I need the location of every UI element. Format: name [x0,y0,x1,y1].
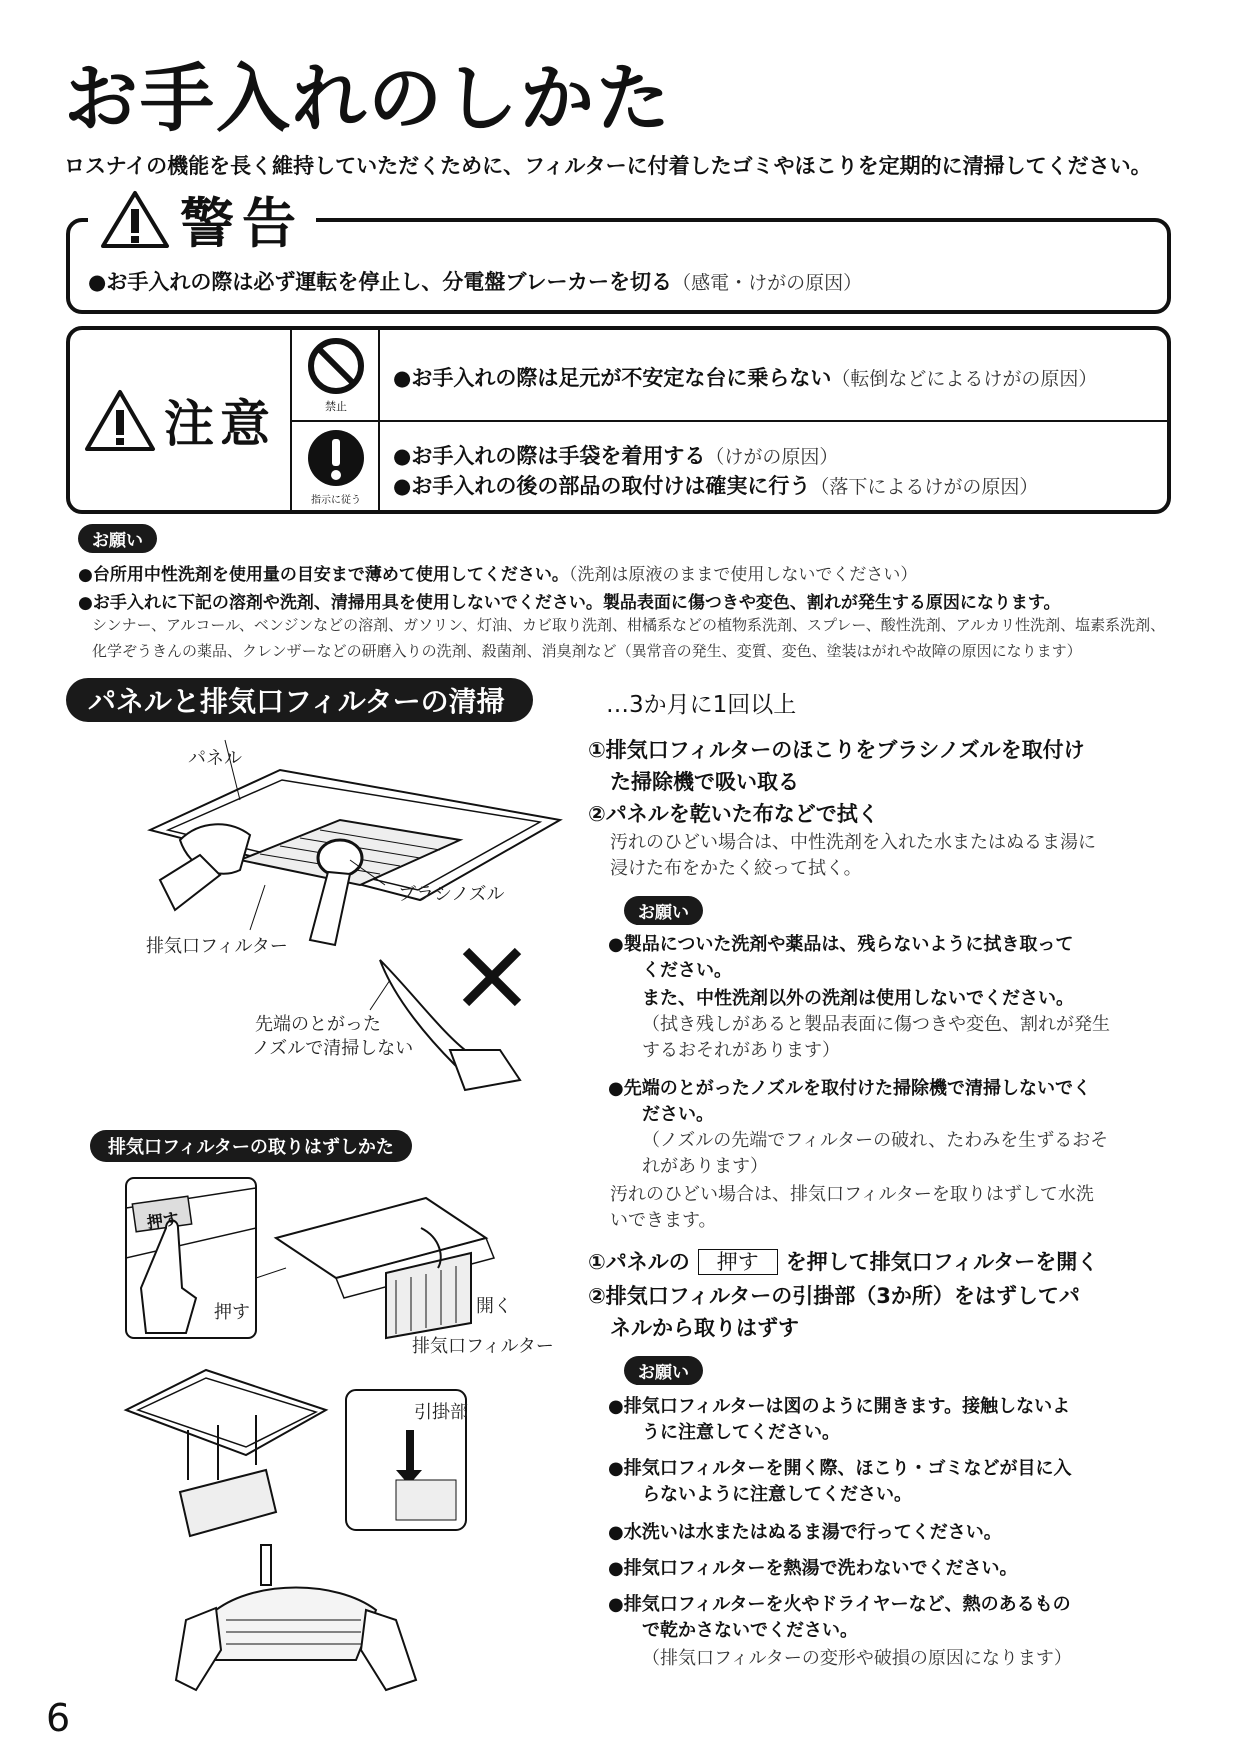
request-line-3: シンナー、アルコール、ベンジンなどの溶剤、ガソリン、灯油、カビ取り洗剤、柑橘系などの植物系洗剤、スプレー、酸性洗剤、アルカリ性洗剤、塩素系洗剤、 [92,616,1166,634]
req2-bullet3: ●水洗いは水またはぬるま湯で行ってください。 [608,1522,1002,1543]
req2-bullet2-line2: らないように注意してください。 [642,1484,912,1505]
request-badge-1: お願い [624,896,703,925]
warning-triangle-icon [100,189,170,249]
caution-label: 注意 [164,395,276,453]
label-panel: パネル [188,748,242,769]
push-sticker: 押す [145,1208,181,1233]
req2-bullet1-line2: うに注意してください。 [642,1422,840,1443]
request-badge-top: お願い [78,524,157,553]
label-exhaust-filter: 排気口フィルター [146,936,288,957]
step2: ②パネルを乾いた布などで拭く [588,802,879,826]
caution-divider [292,420,1167,422]
label-exhaust-filter-2: 排気口フィルター [412,1336,554,1357]
wash-line2: いできます。 [610,1210,717,1231]
removal-step1: ①パネルの 押す を押して排気口フィルターを開く [588,1250,1099,1274]
label-pointed-nozzle-2: ノズルで清掃しない [252,1038,414,1059]
intro-text: ロスナイの機能を長く維持していただくために、フィルターに付着したゴミやほこりを定期的に清掃してください。 [64,154,1152,178]
section-frequency: …3か月に1回以上 [606,692,797,718]
req1-bullet1-line3: また、中性洗剤以外の洗剤は使用しないでください。 [642,988,1074,1009]
warning-item: ●お手入れの際は必ず運転を停止し、分電盤ブレーカーを切る（感電・けがの原因） [88,270,863,294]
label-pointed-nozzle-1: 先端のとがった [255,1014,381,1035]
request-badge-2: お願い [624,1356,703,1385]
req1-bullet2-line1: ●先端のとがったノズルを取付けた掃除機で清掃しないでく [608,1078,1091,1099]
prohibit-caption: 禁止 [325,400,347,413]
removal-heading: 排気口フィルターの取りはずしかた [90,1130,412,1162]
wash-line1: 汚れのひどい場合は、排気口フィルターを取りはずして水洗 [610,1184,1094,1205]
section-title: パネルと排気口フィルターの清掃 [66,678,533,722]
page-number: 6 [46,1696,71,1740]
request-line-4: 化学ぞうきんの薬品、クレンザーなどの研磨入りの洗剤、殺菌剤、消臭剤など（異常音の発生、変質、変色、塗装はがれや故障の原因になります） [92,642,1082,660]
instruction-icon [306,428,366,488]
label-open: 開く [476,1296,512,1317]
req1-bullet2-line2: ださい。 [642,1104,714,1125]
req1-bullet1-line5: するおそれがあります） [642,1040,840,1061]
step2-sub2: 浸けた布をかたく絞って拭く。 [610,858,862,879]
req1-bullet2-line3: （ノズルの先端でフィルターの破れ、たわみを生ずるおそ [642,1130,1109,1151]
prohibit-icon [306,336,366,396]
caution-item-3: ●お手入れの後の部品の取付けは確実に行う（落下によるけがの原因） [393,474,1039,498]
req2-bullet5-line3: （排気口フィルターの変形や破損の原因になります） [642,1648,1072,1669]
caution-triangle-icon [84,388,156,452]
step2-sub1: 汚れのひどい場合は、中性洗剤を入れた水またはぬるま湯に [610,832,1096,853]
req2-bullet5-line1: ●排気口フィルターを火やドライヤーなど、熱のあるもの [608,1594,1071,1615]
req2-bullet1-line1: ●排気口フィルターは図のように開きます。接触しないよ [608,1396,1071,1417]
request-line-1: ●台所用中性洗剤を使用量の目安まで薄めて使用してください。（洗剤は原液のままで使用しないでください） [78,565,918,585]
request-line-2: ●お手入れに下記の溶剤や洗剤、清掃用具を使用しないでください。製品表面に傷つきや変色、割れが発生する原因になります。 [78,593,1061,613]
req2-bullet4: ●排気口フィルターを熱湯で洗わないでください。 [608,1558,1018,1579]
push-key-label: 押す [698,1249,778,1275]
req2-bullet2-line1: ●排気口フィルターを開く際、ほこり・ゴミなどが目に入 [608,1458,1072,1479]
req1-bullet1-line1: ●製品についた洗剤や薬品は、残らないように拭き取って [608,934,1074,955]
instruction-caption: 指示に従う [311,495,361,506]
removal-step2-line1: ②排気口フィルターの引掛部（3か所）をはずしてパ [588,1284,1080,1308]
caution-header [70,330,292,510]
label-brush-nozzle: ブラシノズル [398,884,505,905]
page-title: お手入れのしかた [64,56,672,142]
label-hook: 引掛部 [414,1402,468,1423]
req1-bullet2-line4: れがあります） [642,1156,768,1177]
push-open-illustration [126,1168,566,1348]
removal-step2-line2: ネルから取りはずす [610,1316,799,1340]
label-push: 押す [214,1302,250,1323]
req1-bullet1-line4: （拭き残しがあると製品表面に傷つきや変色、割れが発生 [642,1014,1110,1035]
warning-label: 警告 [180,191,304,255]
step1-line2: た掃除機で吸い取る [610,770,799,794]
caution-item-1: ●お手入れの際は足元が不安定な台に乗らない（転倒などによるけがの原因） [393,366,1098,390]
req2-bullet5-line2: で乾かさないでください。 [642,1620,858,1641]
caution-item-2: ●お手入れの際は手袋を着用する（けがの原因） [393,444,839,468]
step1-line1: ①排気口フィルターのほこりをブラシノズルを取付け [588,738,1085,762]
hook-removal-illustration [96,1370,566,1700]
cross-mark-icon [460,945,524,1009]
req1-bullet1-line2: ください。 [642,960,732,981]
warning-header [88,186,316,255]
